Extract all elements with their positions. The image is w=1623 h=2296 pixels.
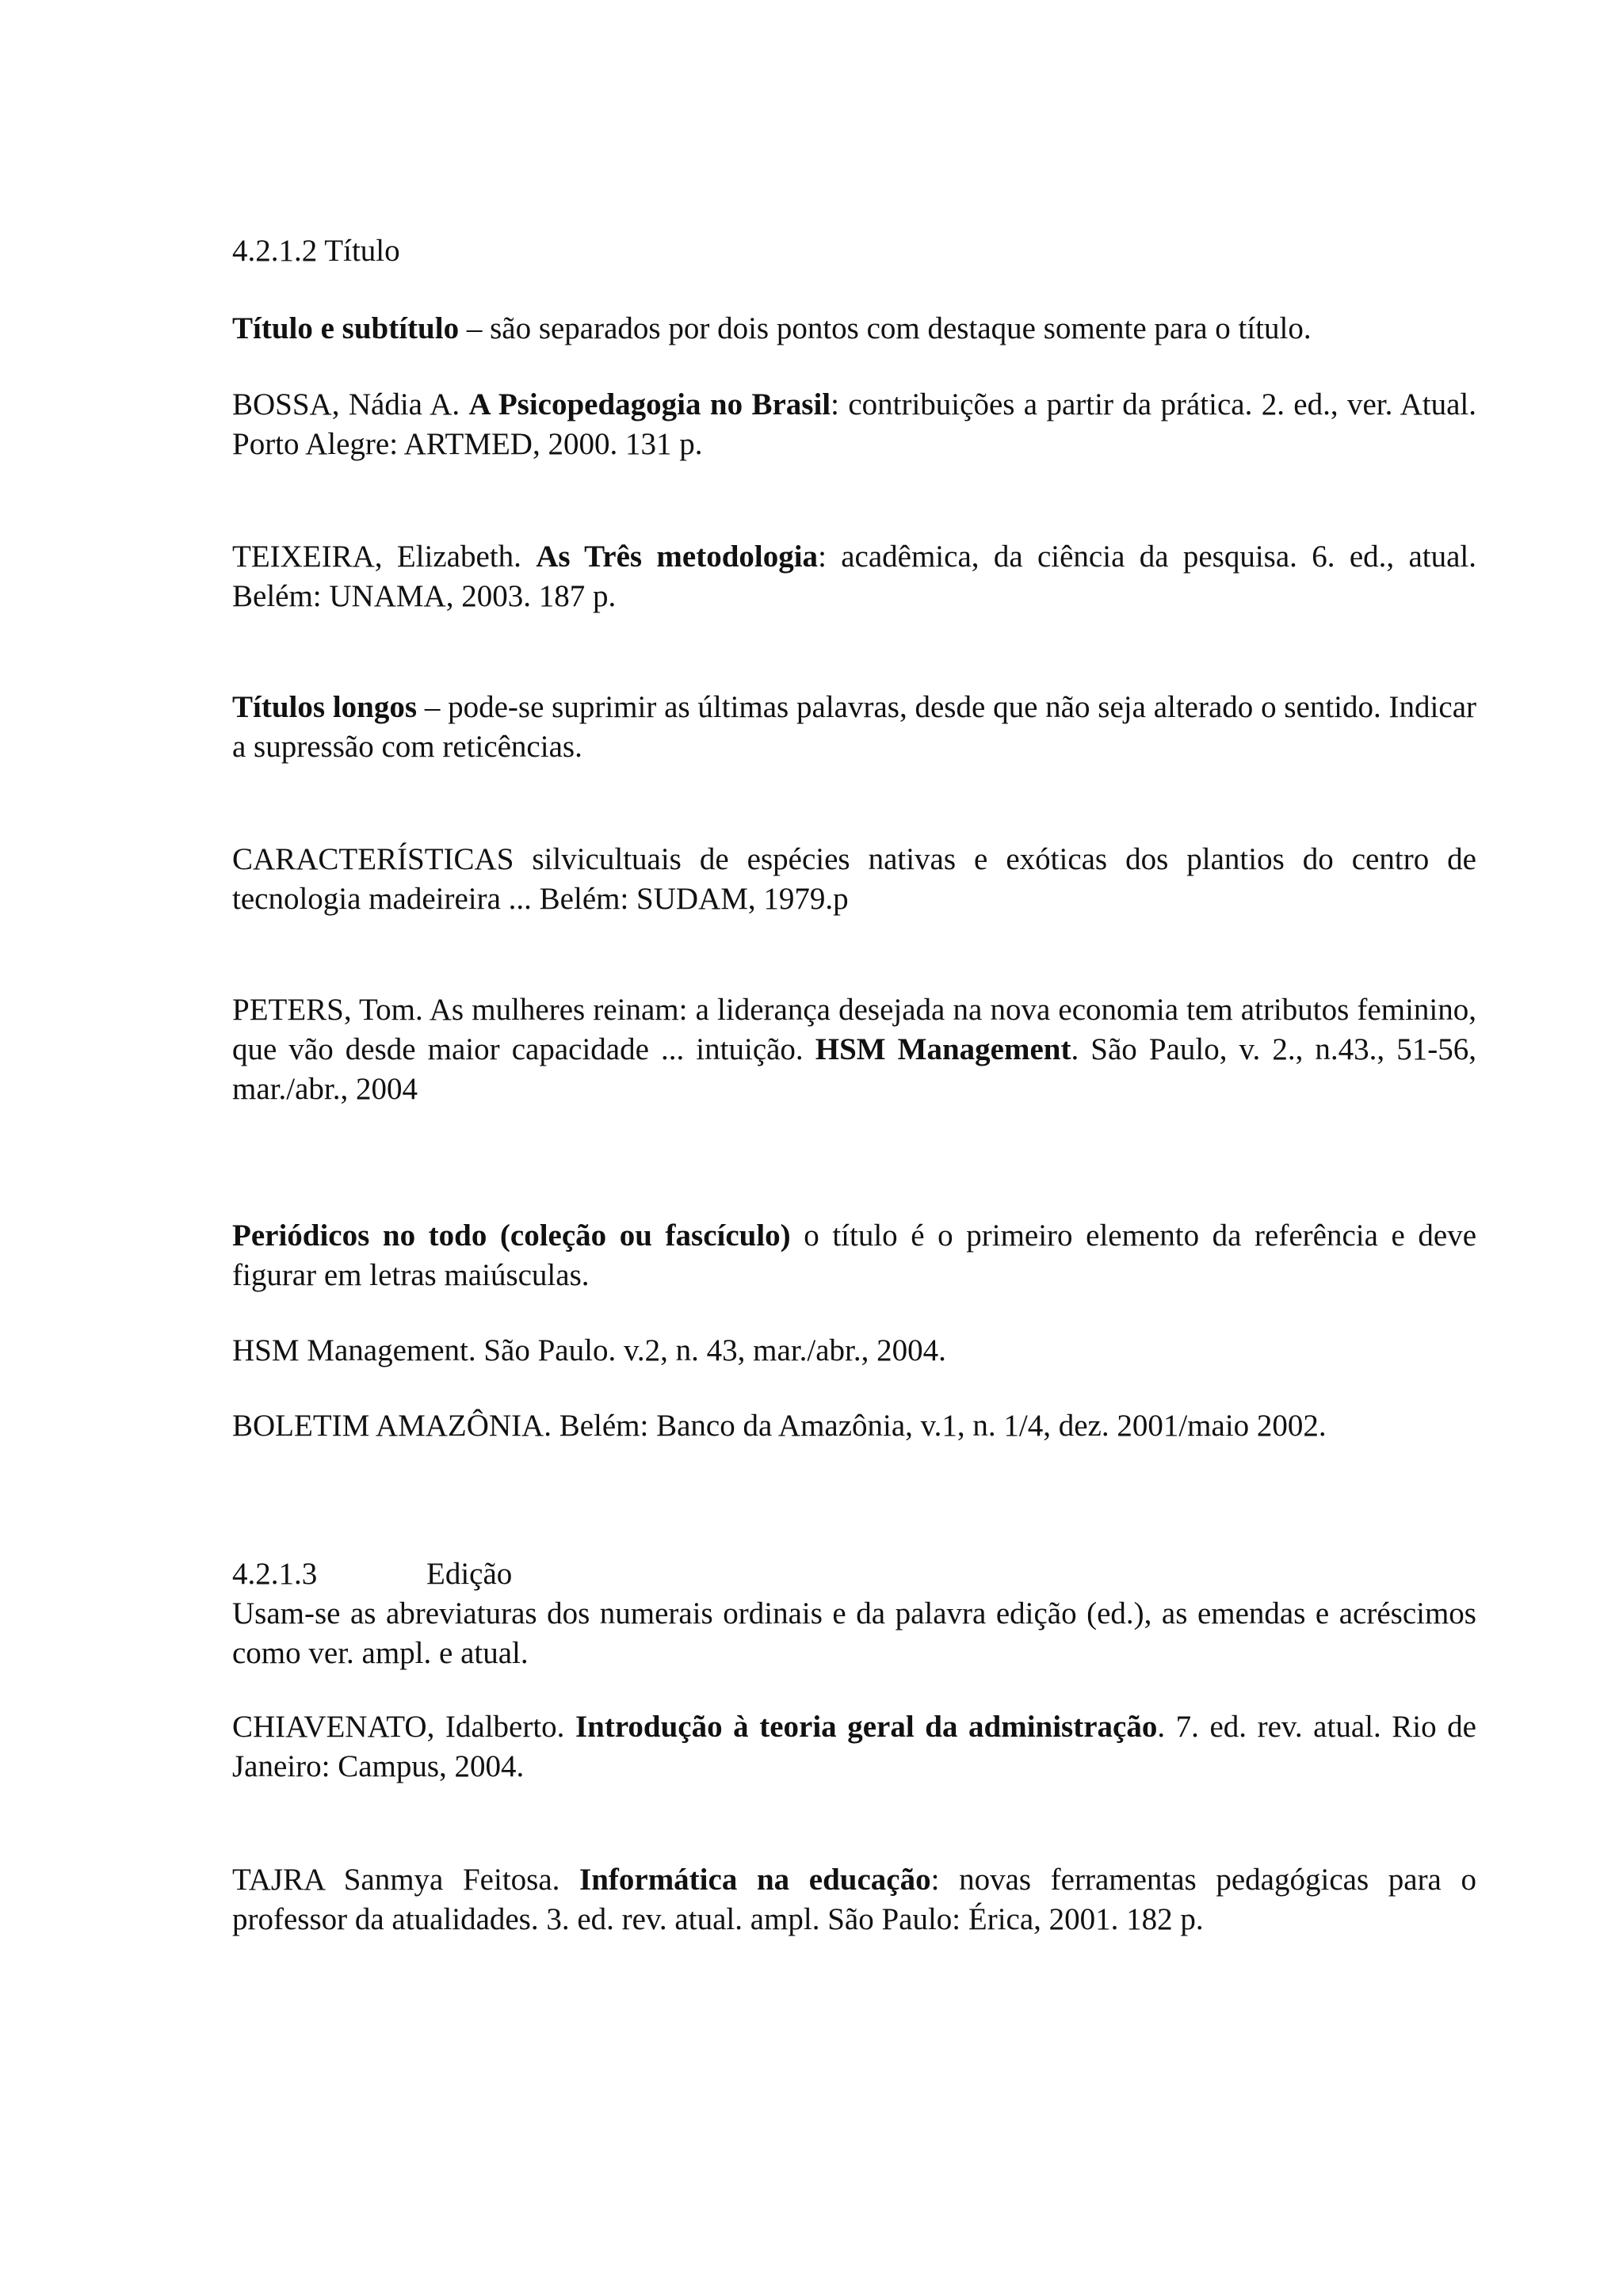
imprint: . 7. ed. rev. atual. Rio de Janeiro: Campus, 2004. — [232, 1710, 1476, 1783]
reference-hsm: HSM Management. São Paulo. v.2, n. 43, mar./abr., 2004. — [232, 1333, 946, 1367]
imprint: : acadêmica, da ciência da pesquisa. 6. ed., atual. Belém: UNAMA, 2003. 187 p. — [232, 540, 1476, 613]
reference-title: HSM Management — [815, 1032, 1071, 1066]
section-heading-edicao — [232, 1554, 1476, 1594]
reference-boletim: BOLETIM AMAZÔNIA. Belém: Banco da Amazônia, v.1, n. 1/4, dez. 2001/maio 2002. — [232, 1409, 1327, 1443]
term-periodicos: Periódicos no todo (coleção ou fascículo) — [232, 1219, 791, 1253]
imprint: . São Paulo, v. 2., n.43., 51-56, mar./abr., 2004 — [232, 1032, 1476, 1106]
reference-chiavenato — [232, 1707, 1476, 1787]
section-heading-titulo: 4.2.1.2 Título — [232, 234, 400, 268]
text: – são separados por dois pontos com destaque somente para o título. — [459, 311, 1312, 345]
reference-title: Informática na educação — [579, 1863, 931, 1897]
paragraph-titulo-subtitulo — [232, 309, 1476, 349]
reference-teixeira — [232, 537, 1476, 616]
paragraph-titulos-longos — [232, 688, 1476, 767]
term-titulo-subtitulo: Título e subtítulo — [232, 311, 460, 345]
reference-body: PETERS, Tom. As mulheres reinam: a liderança desejada na nova economia tem atributos feminino, que vão desde maior capacidade ... intuição. — [232, 993, 1476, 1066]
reference-tajra — [232, 1860, 1476, 1939]
reference-caracteristicas: CARACTERÍSTICAS silvicultuais de espécies nativas e exóticas dos plantios do centro de tecnologia madeireira ... Belém: SUDAM, 1979.p — [232, 842, 1476, 916]
author: TAJRA Sanmya Feitosa. — [232, 1863, 580, 1897]
reference-title: As Três metodologia — [536, 540, 819, 574]
section-number: 4.2.1.3 — [232, 1557, 318, 1591]
imprint: : novas ferramentas pedagógicas para o professor da atualidades. 3. ed. rev. atual. ampl. São Paulo: Érica, 2001. 182 p. — [232, 1863, 1476, 1936]
author: CHIAVENATO, Idalberto. — [232, 1710, 575, 1744]
term-titulos-longos: Títulos longos — [232, 690, 418, 724]
author: BOSSA, Nádia A. — [232, 387, 469, 421]
reference-title: Introdução à teoria geral da administração — [575, 1710, 1158, 1744]
author: TEIXEIRA, Elizabeth. — [232, 540, 537, 574]
reference-title: A Psicopedagogia no Brasil — [468, 387, 831, 421]
imprint: : contribuições a partir da prática. 2. ed., ver. Atual. Porto Alegre: ARTMED, 2000. 131 p. — [232, 387, 1476, 461]
text: – pode-se suprimir as últimas palavras, desde que não seja alterado o sentido. Indicar a supressão com reticências. — [232, 690, 1476, 764]
paragraph-edicao: Usam-se as abreviaturas dos numerais ordinais e da palavra edição (ed.), as emendas e acréscimos como ver. ampl. e atual. — [232, 1596, 1476, 1670]
reference-bossa — [232, 385, 1476, 464]
section-title: Edição — [426, 1557, 513, 1591]
paragraph-periodicos — [232, 1216, 1476, 1295]
text: o título é o primeiro elemento da referência e deve figurar em letras maiúsculas. — [232, 1219, 1477, 1292]
reference-peters — [232, 990, 1476, 1109]
